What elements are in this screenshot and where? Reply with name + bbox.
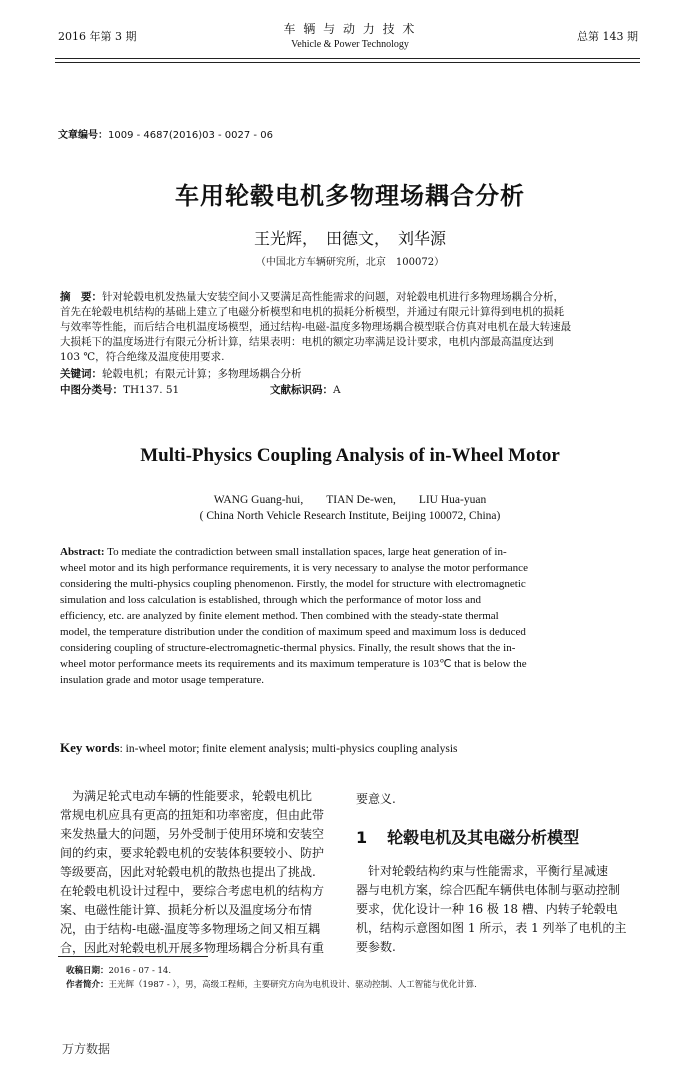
header-rule-thin	[55, 62, 640, 63]
abstract-line: wheel motor and its high performance requirements, it is very necessary to analyse the motor performance	[60, 562, 528, 574]
keywords-en: : in-wheel motor; finite element analysis; multi-physics coupling analysis	[119, 743, 458, 755]
body-line: 案、电磁性能计算、损耗分析以及温度场分布情	[60, 903, 313, 917]
body-line: 合，因此对轮毂电机开展多物理场耦合分析具有重	[60, 941, 325, 955]
abstract-line: efficiency, etc. are analyzed by finite element method. Then combined with the steady-state thermal	[60, 610, 499, 622]
section-number: 1	[356, 828, 368, 847]
abstract-line: considering the multi-physics coupling phenomenon. Firstly, the model for structure with electromagnetic	[60, 578, 526, 590]
journal-title-cn: 车 辆 与 动 力 技 术	[283, 22, 417, 36]
authors-cn: 王光辉， 田德文， 刘华源	[253, 229, 446, 248]
body-line: 为满足轮式电动车辆的性能要求，轮毂电机比	[60, 789, 313, 803]
article-no: 1009 - 4687(2016)03 - 0027 - 06	[108, 130, 273, 141]
abstract-line: model, the temperature distribution under the condition of maximum speed and maximum loss is deduced	[60, 626, 526, 638]
journal-title-en: Vehicle & Power Technology	[291, 39, 409, 50]
article-no-label: 文章编号：	[58, 130, 108, 141]
abstract-line: 103 ℃，符合绝缘及温度使用要求.	[60, 351, 225, 363]
section-heading: 轮毂电机及其电磁分析模型	[387, 828, 580, 847]
body-line: 要参数.	[356, 940, 396, 954]
author-bio: 王光辉（1987 - ），男，高级工程师，主要研究方向为电机设计、驱动控制、人工智能与优化计算.	[108, 980, 477, 990]
received-date: 2016 - 07 - 14.	[108, 966, 172, 976]
body-line: 在轮毂电机设计过程中，要综合考虑电机的结构方	[60, 884, 325, 898]
body-right-column	[356, 862, 627, 957]
affiliation-en: ( China North Vehicle Research Institute, Beijing 100072, China)	[199, 510, 501, 522]
clc: TH137. 51	[123, 384, 180, 396]
footnote-rule	[58, 956, 208, 957]
body-line: 来发热量大的问题，另外受制于使用环境和安装空	[60, 827, 325, 841]
doc-code: A	[333, 384, 341, 396]
abstract-cn-label: 摘 要：	[60, 291, 102, 303]
abstract-line: 大损耗下的温度场进行有限元分析计算，结果表明：电机的额定功率满足设计要求，电机内部最高温度达到	[60, 336, 554, 348]
body-line: 常规电机应具有更高的扭矩和功率密度，但由此带	[60, 808, 325, 822]
body-line: 等级要高，因此对轮毂电机的散热也提出了挑战.	[60, 865, 316, 879]
body-line: 器与电机方案，综合匹配车辆供电体制与驱动控制	[356, 883, 621, 897]
body-line: 要求，优化设计一种 16 极 18 槽、内转子轮毂电	[356, 902, 618, 916]
doc-code-label: 文献标识码：	[270, 384, 333, 396]
watermark: 万方数据	[62, 1042, 111, 1056]
abstract-line: insulation grade and motor usage temperature.	[60, 674, 265, 686]
body-line: 针对轮毂结构约束与性能需求，平衡行星减速	[356, 864, 609, 878]
issue-label: 2016 年第 3 期	[58, 30, 137, 43]
authors-en: WANG Guang-hui, TIAN De-wen, LIU Hua-yuan	[213, 494, 487, 506]
keywords-en-label: Key words	[60, 740, 120, 755]
author-bio-label: 作者简介：	[66, 980, 109, 990]
keywords-cn-label: 关键词：	[60, 368, 102, 380]
abstract-line: considering coupling of structure-electromagnetic-thermal physics. Finally, the result shows that the in-	[60, 642, 516, 654]
body-line: 间的约束，要求轮毂电机的安装体积要较小、防护	[60, 846, 325, 860]
body-line: 机，结构示意图如图 1 所示，表 1 列举了电机的主	[356, 921, 627, 935]
abstract-en-label: Abstract:	[60, 546, 105, 558]
header-rule	[55, 58, 640, 59]
received-label: 收稿日期：	[66, 966, 109, 976]
abstract-line: To mediate the contradiction between small installation spaces, large heat generation of in-	[104, 546, 507, 558]
body-left-column	[60, 787, 324, 958]
abstract-line: wheel motor performance meets its requirements and its maximum temperature is 103℃ that is below the	[60, 658, 527, 670]
body-line: 况，由于结构-电磁-温度等多物理场之间又相互耦	[60, 922, 321, 936]
clc-label: 中图分类号：	[60, 384, 123, 396]
title-cn: 车用轮毂电机多物理场耦合分析	[175, 182, 525, 210]
title-en: Multi-Physics Coupling Analysis of in-Wheel Motor	[140, 445, 560, 466]
abstract-line: simulation and loss calculation is established, through which the performance of motor loss and	[60, 594, 481, 606]
keywords-cn: 轮毂电机；有限元计算；多物理场耦合分析	[102, 368, 302, 380]
abstract-line: 首先在轮毂电机结构的基础上建立了电磁分析模型和电机的损耗分析模型，并通过有限元计算得到电机的损耗	[60, 306, 564, 318]
total-issue-label: 总第 143 期	[577, 30, 638, 43]
affiliation-cn: （中国北方车辆研究所，北京 100072）	[255, 257, 445, 268]
body-right-first: 要意义.	[356, 792, 396, 806]
abstract-line: 针对轮毂电机发热量大安装空间小又要满足高性能需求的问题，对轮毂电机进行多物理场耦合分析，	[102, 291, 564, 303]
abstract-line: 与效率等性能，而后结合电机温度场模型，通过结构-电磁-温度多物理场耦合模型联合仿真对电机在最大转速最	[60, 321, 572, 333]
abstract-cn	[60, 290, 571, 365]
abstract-en	[60, 544, 528, 688]
